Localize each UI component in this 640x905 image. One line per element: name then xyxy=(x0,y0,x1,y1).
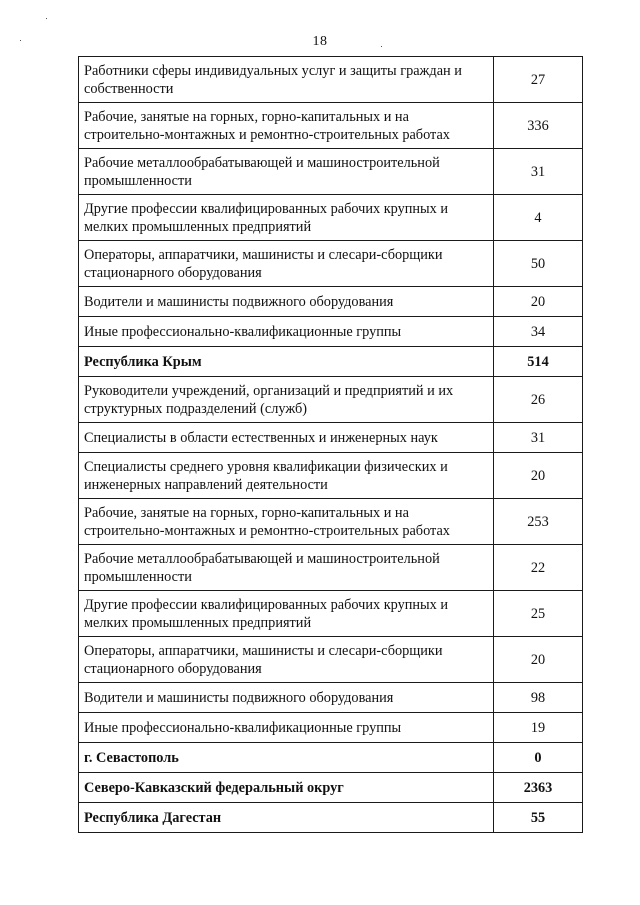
table-row-section xyxy=(79,803,583,833)
table-row xyxy=(79,545,583,591)
row-label: Республика Дагестан xyxy=(79,803,494,833)
table-row-section xyxy=(79,743,583,773)
table-row-section xyxy=(79,347,583,377)
table-row xyxy=(79,241,583,287)
row-label: Руководители учреждений, организаций и предприятий и их структурных подразделений (служб) xyxy=(79,377,494,423)
row-label: Другие профессии квалифицированных рабочих крупных и мелких промышленных предприятий xyxy=(79,591,494,637)
row-label: Рабочие металлообрабатывающей и машиностроительной промышленности xyxy=(79,545,494,591)
table-row xyxy=(79,149,583,195)
row-label: Операторы, аппаратчики, машинисты и слесари-сборщики стационарного оборудования xyxy=(79,637,494,683)
table-row xyxy=(79,287,583,317)
table-row xyxy=(79,637,583,683)
table-row xyxy=(79,453,583,499)
row-value: 20 xyxy=(494,453,583,499)
table-row xyxy=(79,317,583,347)
row-label: Рабочие, занятые на горных, горно-капитальных и на строительно-монтажных и ремонтно-строительных работах xyxy=(79,103,494,149)
row-value: 20 xyxy=(494,287,583,317)
scan-speck xyxy=(46,18,47,19)
table-row xyxy=(79,713,583,743)
row-value: 20 xyxy=(494,637,583,683)
table-row xyxy=(79,591,583,637)
row-value: 4 xyxy=(494,195,583,241)
table-row xyxy=(79,195,583,241)
row-label: Рабочие металлообрабатывающей и машиностроительной промышленности xyxy=(79,149,494,195)
row-value: 514 xyxy=(494,347,583,377)
row-label: Специалисты в области естественных и инженерных наук xyxy=(79,423,494,453)
row-label: Другие профессии квалифицированных рабочих крупных и мелких промышленных предприятий xyxy=(79,195,494,241)
row-label: Северо-Кавказский федеральный округ xyxy=(79,773,494,803)
row-label: Иные профессионально-квалификационные группы xyxy=(79,713,494,743)
table-row xyxy=(79,499,583,545)
row-label: Рабочие, занятые на горных, горно-капитальных и на строительно-монтажных и ремонтно-строительных работах xyxy=(79,499,494,545)
row-value: 0 xyxy=(494,743,583,773)
row-label: Водители и машинисты подвижного оборудования xyxy=(79,287,494,317)
employment-table xyxy=(78,56,583,833)
row-value: 26 xyxy=(494,377,583,423)
row-label: Республика Крым xyxy=(79,347,494,377)
row-value: 31 xyxy=(494,149,583,195)
row-value: 98 xyxy=(494,683,583,713)
row-value: 22 xyxy=(494,545,583,591)
row-label: Водители и машинисты подвижного оборудования xyxy=(79,683,494,713)
scan-speck xyxy=(20,40,21,41)
row-label: г. Севастополь xyxy=(79,743,494,773)
table-row xyxy=(79,103,583,149)
row-label: Иные профессионально-квалификационные группы xyxy=(79,317,494,347)
table-row xyxy=(79,423,583,453)
row-value: 336 xyxy=(494,103,583,149)
row-value: 55 xyxy=(494,803,583,833)
row-value: 27 xyxy=(494,57,583,103)
table-row xyxy=(79,683,583,713)
scan-speck xyxy=(381,46,382,47)
row-value: 2363 xyxy=(494,773,583,803)
row-label: Специалисты среднего уровня квалификации физических и инженерных направлений деятельности xyxy=(79,453,494,499)
row-value: 34 xyxy=(494,317,583,347)
row-value: 31 xyxy=(494,423,583,453)
row-label: Операторы, аппаратчики, машинисты и слесари-сборщики стационарного оборудования xyxy=(79,241,494,287)
row-value: 253 xyxy=(494,499,583,545)
table-body xyxy=(79,57,583,833)
row-value: 25 xyxy=(494,591,583,637)
row-label: Работники сферы индивидуальных услуг и защиты граждан и собственности xyxy=(79,57,494,103)
row-value: 19 xyxy=(494,713,583,743)
table-row-section xyxy=(79,773,583,803)
table-row xyxy=(79,377,583,423)
row-value: 50 xyxy=(494,241,583,287)
page-number: 18 xyxy=(312,34,328,49)
table-row xyxy=(79,57,583,103)
